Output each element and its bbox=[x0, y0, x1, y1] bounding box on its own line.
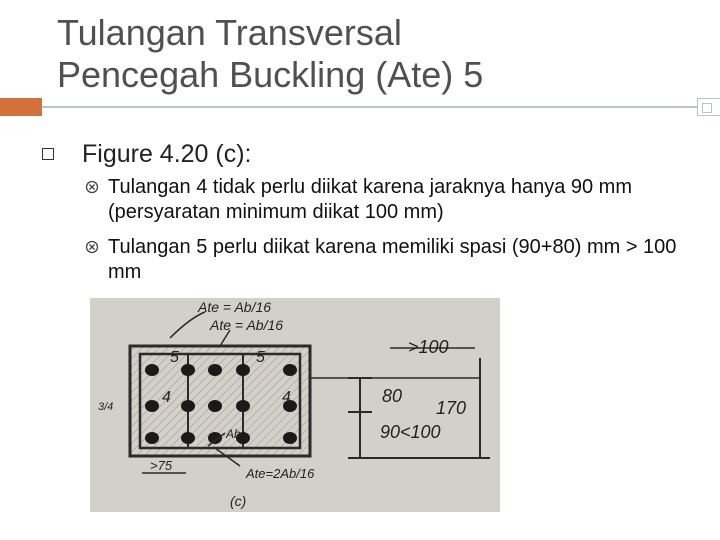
label-ate-top1: Ate = Ab/16 bbox=[198, 299, 272, 315]
title-divider-end-icon bbox=[697, 98, 720, 116]
label-d170: 170 bbox=[436, 398, 467, 418]
bullet-figure-label: Figure 4.20 (c): bbox=[82, 140, 252, 168]
label-side-frac: 3/4 bbox=[98, 401, 114, 413]
sub-bullet-1-text: Tulangan 4 tidak perlu diikat karena jaraknya hanya 90 mm (persyaratan minimum diikat 100 mm) bbox=[108, 176, 633, 223]
label-bar5-left: 5 bbox=[170, 349, 179, 366]
figure-4-20c-sketch bbox=[90, 298, 500, 512]
label-bar4-right: 4 bbox=[282, 389, 291, 406]
label-gt75: >75 bbox=[150, 458, 173, 473]
circled-cross-icon bbox=[85, 180, 99, 194]
label-ate-top2: Ate = Ab/16 bbox=[210, 317, 284, 333]
circled-cross-icon bbox=[85, 240, 99, 254]
slide-title bbox=[57, 12, 697, 96]
column-tie-sketch bbox=[90, 298, 500, 512]
hollow-square-icon bbox=[42, 148, 54, 160]
label-bar5-right: 5 bbox=[256, 349, 265, 366]
label-bar4-left: 4 bbox=[162, 389, 171, 406]
label-gt100-top: >100 bbox=[408, 337, 449, 357]
label-d90: 90<100 bbox=[380, 422, 441, 442]
label-d80: 80 bbox=[382, 386, 403, 406]
label-ate-bottom: Ate=2Ab/16 bbox=[246, 466, 315, 481]
title-divider-line bbox=[42, 106, 697, 108]
title-accent-bar bbox=[0, 98, 42, 116]
slide-title-line1: Tulangan Transversal bbox=[57, 12, 402, 53]
label-ab: Ab bbox=[226, 427, 241, 441]
label-caption: (c) bbox=[230, 493, 247, 509]
sub-bullet-2-text: Tulangan 5 perlu diikat karena memiliki spasi (90+80) mm > 100 mm bbox=[108, 236, 677, 283]
slide-title-line2: Pencegah Buckling (Ate) 5 bbox=[57, 54, 484, 95]
